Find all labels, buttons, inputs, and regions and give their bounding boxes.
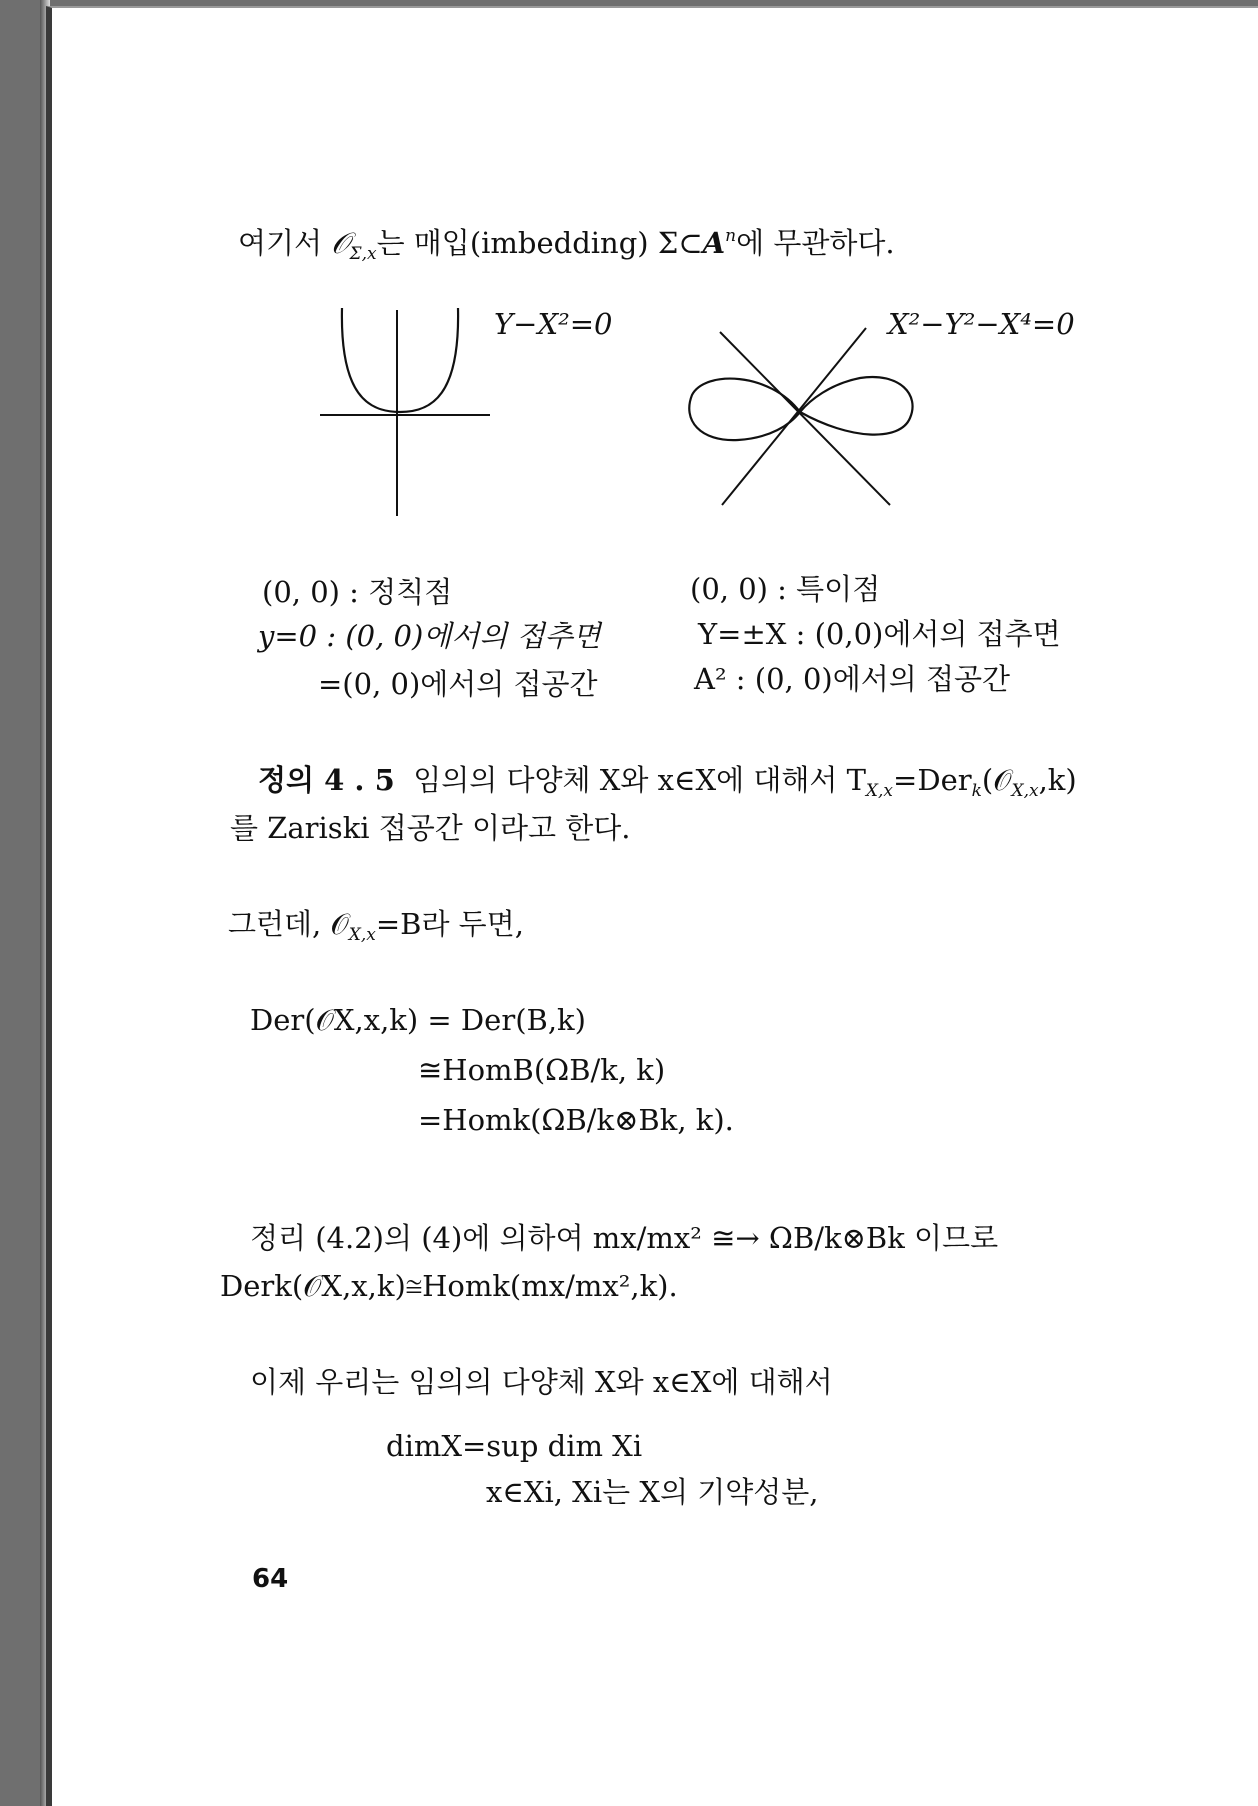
- then-line: [228, 907, 524, 945]
- intro-subscript: Σ,x: [349, 244, 377, 264]
- left-note-3: =(0, 0)에서의 접공간: [318, 667, 598, 701]
- definition-tsub: X,x: [865, 781, 894, 801]
- parabola-figure: [300, 300, 660, 530]
- theorem-result: Derk(𝒪X,x,k)≅Homk(mx/mx²,k).: [220, 1269, 678, 1303]
- right-note-2: Y=±X : (0,0)에서의 접추면: [698, 617, 1061, 651]
- derivation-line-1: Der(𝒪X,x,k) = Der(B,k): [250, 1003, 586, 1037]
- then-sub: X,x: [348, 925, 376, 945]
- intro-before: 여기서: [238, 226, 332, 260]
- definition-line-1: [258, 763, 1077, 801]
- lemniscate-equation: X²−Y²−X⁴=0: [888, 307, 1075, 341]
- definition-der: =Der: [893, 763, 972, 797]
- derivation-line-2: ≅HomB(ΩB/k, k): [418, 1053, 666, 1087]
- parabola-equation: Y−X²=0: [494, 307, 613, 341]
- derivation-line-3: =Homk(ΩB/k⊗Bk, k).: [418, 1103, 734, 1137]
- page-number: 64: [252, 1564, 289, 1594]
- intro-line: [238, 228, 895, 263]
- intro-after: 에 무관하다.: [736, 226, 895, 260]
- definition-osub: X,x: [1011, 781, 1039, 801]
- book-page: [46, 6, 1258, 1806]
- right-note-1: (0, 0) : 특이점: [690, 572, 881, 606]
- now-line: 이제 우리는 임의의 다양체 X와 x∈X에 대해서: [250, 1365, 833, 1399]
- dim-line-2: x∈Xi, Xi는 X의 기약성분,: [486, 1475, 819, 1509]
- definition-label: 정의 4 . 5: [258, 763, 395, 797]
- tangent-line-2: [722, 328, 866, 505]
- lemniscate-figure: [660, 300, 1110, 520]
- dim-line-1: dimX=sup dim Xi: [386, 1429, 643, 1463]
- intro-affine-A: A: [702, 226, 726, 260]
- tangent-line-1: [720, 332, 890, 505]
- intro-sigma: Σ⊂: [657, 226, 703, 260]
- left-note-1: (0, 0) : 정칙점: [262, 575, 453, 609]
- intro-middle: 는 매입(imbedding): [376, 226, 658, 260]
- intro-n: n: [725, 226, 737, 246]
- parabola-curve: [342, 308, 458, 412]
- right-note-3: A² : (0, 0)에서의 접공간: [694, 662, 1011, 696]
- definition-end: ,k): [1038, 763, 1077, 797]
- left-note-2: y=0 : (0, 0)에서의 접추면: [258, 619, 601, 653]
- then-after: =B라 두면,: [375, 907, 524, 941]
- definition-text: 임의의 다양체 X와 x∈X에 대해서 T: [413, 763, 866, 797]
- definition-paren: (𝒪: [981, 763, 1012, 797]
- definition-line-2: 를 Zariski 접공간 이라고 한다.: [230, 811, 631, 845]
- theorem-line: 정리 (4.2)의 (4)에 의하여 mx/mx² ≅→ ΩB/k⊗Bk 이므로: [250, 1221, 999, 1255]
- then-text: 그런데, 𝒪: [228, 907, 349, 941]
- definition-ksub: k: [971, 781, 982, 801]
- intro-symbol: 𝒪: [331, 226, 350, 260]
